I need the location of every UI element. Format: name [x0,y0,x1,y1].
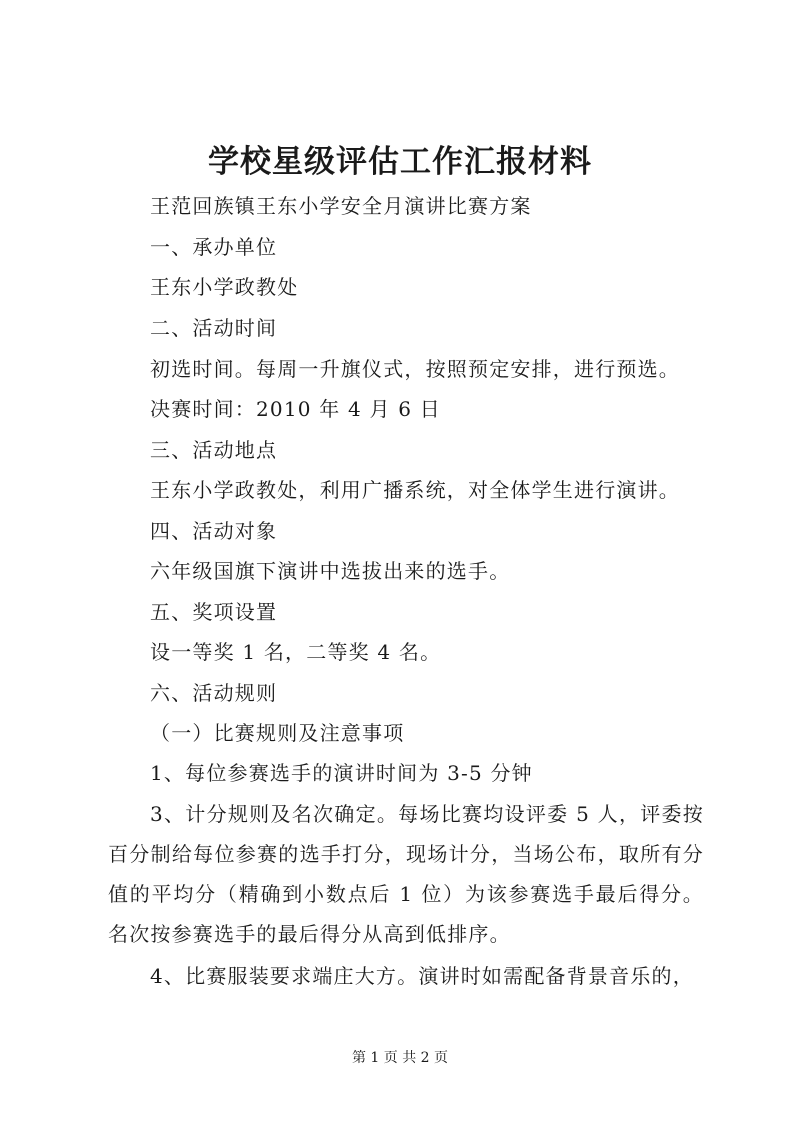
subtitle-line: 王范回族镇王东小学安全月演讲比赛方案 [150,194,532,218]
paragraph-dress-code: 4、比赛服装要求端庄大方。演讲时如需配备背景音乐的， [150,964,694,988]
document-title: 学校星级评估工作汇报材料 [208,144,592,180]
text-line-organizer: 王东小学政教处 [150,275,299,299]
section-heading-location: 三、活动地点 [150,438,278,462]
text-line-awards: 设一等奖 1 名，二等奖 4 名。 [150,640,442,664]
text-line-location: 王东小学政教处，利用广播系统，对全体学生进行演讲。 [150,478,680,502]
subsection-heading-rules: （一）比赛规则及注意事项 [150,721,405,745]
paragraph-scoring-rules: 3、计分规则及名次确定。每场比赛均设评委 5 人，评委按百分制给每位参赛的选手打分，现场计分，当场公布，取所有分值的平均分（精确到小数点后 1 位）为该参赛选手最后得分。名次按参赛选手的最后得分从高到低排序。 [108,802,704,946]
section-heading-time: 二、活动时间 [150,316,278,340]
section-heading-participants: 四、活动对象 [150,519,278,543]
section-heading-rules: 六、活动规则 [150,681,278,705]
page-number-footer: 第 1 页 共 2 页 [351,1050,449,1066]
text-line-preliminary-time: 初选时间。每周一升旗仪式，按照预定安排，进行预选。 [150,357,680,381]
section-heading-organizer: 一、承办单位 [150,235,278,259]
section-heading-awards: 五、奖项设置 [150,600,278,624]
text-line-rule-1: 1、每位参赛选手的演讲时间为 3-5 分钟 [150,761,533,785]
text-line-final-time: 决赛时间：2010 年 4 月 6 日 [150,397,441,421]
text-line-participants: 六年级国旗下演讲中选拔出来的选手。 [150,559,511,583]
